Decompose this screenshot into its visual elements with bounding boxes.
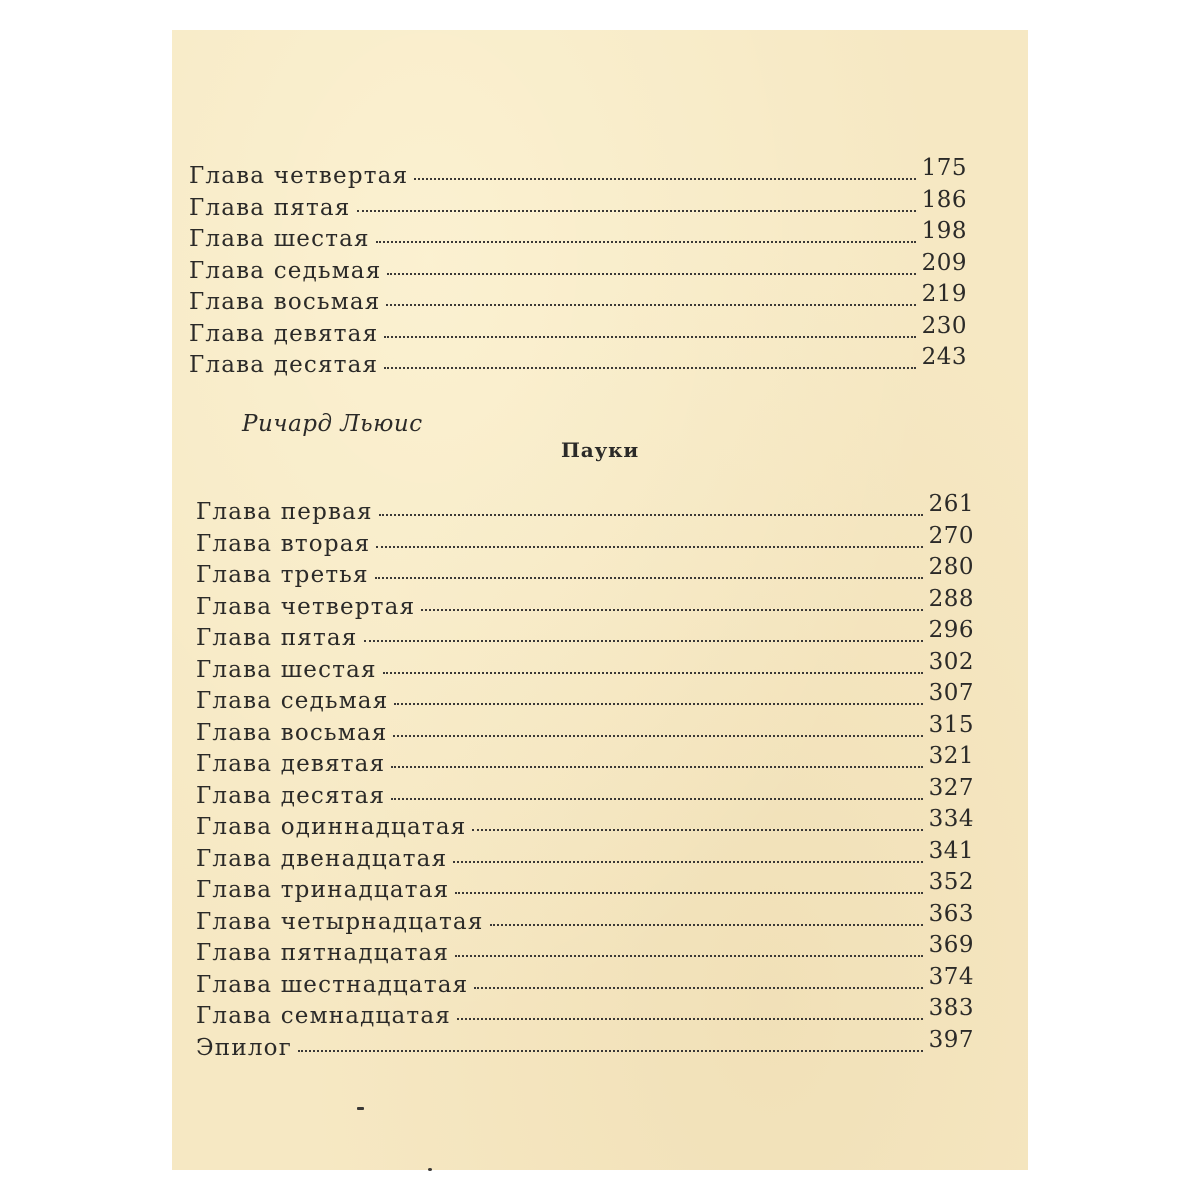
toc-entry-page-number: 307 <box>928 680 974 706</box>
toc-entry <box>196 617 974 654</box>
toc-leader-dots <box>490 906 923 929</box>
toc-leader-dots <box>393 717 922 740</box>
toc-leader-dots <box>375 559 923 582</box>
toc-entry <box>189 249 967 287</box>
toc-leader-dots <box>383 654 923 677</box>
book-page <box>172 30 1028 1170</box>
toc-leader-dots <box>414 160 915 183</box>
toc-entry-page-number: 296 <box>928 617 974 643</box>
toc-list-1 <box>189 155 967 381</box>
toc-entry-page-number: 198 <box>921 218 967 244</box>
toc-leader-dots <box>421 591 922 614</box>
toc-leader-dots <box>391 748 922 771</box>
toc-entry <box>196 995 974 1032</box>
toc-entry-page-number: 270 <box>928 522 974 549</box>
toc-entry-label: Глава шестая <box>189 226 370 252</box>
toc-entry-label: Глава пятая <box>196 625 358 651</box>
toc-entry-page-number: 352 <box>928 869 974 895</box>
toc-entry-page-number: 302 <box>928 648 974 675</box>
toc-entry-page-number: 243 <box>921 344 967 370</box>
toc-entry-page-number: 321 <box>928 743 974 769</box>
toc-entry <box>196 680 974 717</box>
toc-section-2 <box>196 491 974 1063</box>
toc-entry-label: Глава двенадцатая <box>196 845 448 872</box>
toc-entry-label: Глава седьмая <box>189 257 382 284</box>
toc-entry-page-number: 280 <box>928 554 974 580</box>
toc-entry-page-number: 230 <box>921 312 967 339</box>
toc-leader-dots <box>357 192 916 215</box>
toc-list-2 <box>196 491 974 1063</box>
toc-leader-dots <box>457 1000 923 1023</box>
toc-entry-label: Глава третья <box>196 562 369 588</box>
toc-leader-dots <box>394 685 922 708</box>
toc-entry-page-number: 186 <box>921 186 967 213</box>
toc-entry-label: Глава вторая <box>196 530 371 557</box>
toc-entry-label: Глава четырнадцатая <box>196 908 484 935</box>
toc-leader-dots <box>387 255 915 278</box>
toc-entry <box>196 774 974 812</box>
toc-entry-label: Глава девятая <box>189 320 379 347</box>
toc-entry <box>196 522 974 560</box>
work-title: Пауки <box>561 438 639 462</box>
toc-entry-page-number: 261 <box>928 491 974 517</box>
toc-entry-page-number: 209 <box>921 249 967 276</box>
toc-entry-label: Эпилог <box>196 1034 292 1061</box>
toc-entry <box>196 963 974 1001</box>
toc-entry <box>196 711 974 749</box>
toc-entry-label: Глава шестая <box>196 656 377 683</box>
toc-entry-label: Глава восьмая <box>189 289 381 315</box>
toc-entry <box>196 648 974 686</box>
toc-leader-dots <box>384 318 915 341</box>
toc-leader-dots <box>298 1032 923 1055</box>
toc-entry <box>196 1026 974 1064</box>
toc-entry <box>189 344 967 381</box>
toc-entry-label: Глава десятая <box>189 352 379 378</box>
print-speck <box>357 1107 364 1110</box>
toc-leader-dots <box>384 349 915 372</box>
toc-entry-label: Глава десятая <box>196 782 386 809</box>
toc-entry <box>189 186 967 224</box>
toc-leader-dots <box>472 811 922 834</box>
toc-leader-dots <box>474 969 922 992</box>
toc-entry-label: Глава девятая <box>196 751 386 777</box>
toc-entry-label: Глава четвертая <box>189 163 409 189</box>
toc-entry-label: Глава первая <box>196 499 373 525</box>
toc-entry <box>189 155 967 192</box>
toc-entry-page-number: 397 <box>928 1026 974 1053</box>
toc-entry-page-number: 383 <box>928 995 974 1021</box>
toc-entry-label: Глава семнадцатая <box>196 1003 451 1029</box>
toc-leader-dots <box>376 223 916 246</box>
toc-leader-dots <box>391 780 922 803</box>
toc-leader-dots <box>455 874 922 897</box>
toc-entry-page-number: 334 <box>928 806 974 832</box>
toc-entry-page-number: 315 <box>928 711 974 738</box>
toc-entry <box>196 869 974 906</box>
author-name: Ричард Льюис <box>242 411 423 437</box>
toc-entry-page-number: 327 <box>928 774 974 801</box>
toc-entry <box>196 900 974 938</box>
toc-entry-page-number: 219 <box>921 281 967 307</box>
toc-entry-label: Глава пятнадцатая <box>196 940 450 966</box>
toc-leader-dots <box>376 528 922 551</box>
toc-entry <box>196 585 974 623</box>
toc-entry-label: Глава шестнадцатая <box>196 971 469 998</box>
toc-entry-label: Глава пятая <box>189 194 351 221</box>
toc-entry-page-number: 369 <box>928 932 974 958</box>
toc-entry <box>196 932 974 969</box>
toc-entry-page-number: 363 <box>928 900 974 927</box>
toc-entry-label: Глава тринадцатая <box>196 877 450 903</box>
toc-entry <box>196 743 974 780</box>
toc-entry <box>196 806 974 843</box>
toc-entry <box>189 281 967 318</box>
toc-section-1 <box>189 155 967 381</box>
toc-leader-dots <box>386 286 915 309</box>
toc-leader-dots <box>453 843 922 866</box>
toc-entry <box>189 312 967 350</box>
toc-entry <box>196 554 974 591</box>
toc-entry-page-number: 288 <box>928 585 974 612</box>
toc-leader-dots <box>364 622 923 645</box>
toc-entry-label: Глава одиннадцатая <box>196 814 467 840</box>
toc-entry-page-number: 175 <box>921 155 967 181</box>
toc-entry <box>189 218 967 255</box>
toc-leader-dots <box>455 937 922 960</box>
toc-entry-label: Глава восьмая <box>196 719 388 746</box>
toc-entry-page-number: 374 <box>928 963 974 990</box>
toc-leader-dots <box>379 496 923 519</box>
print-speck <box>428 1168 432 1171</box>
toc-entry-page-number: 341 <box>928 837 974 864</box>
toc-entry <box>196 837 974 875</box>
toc-entry <box>196 491 974 528</box>
toc-entry-label: Глава седьмая <box>196 688 389 714</box>
toc-entry-label: Глава четвертая <box>196 593 416 620</box>
